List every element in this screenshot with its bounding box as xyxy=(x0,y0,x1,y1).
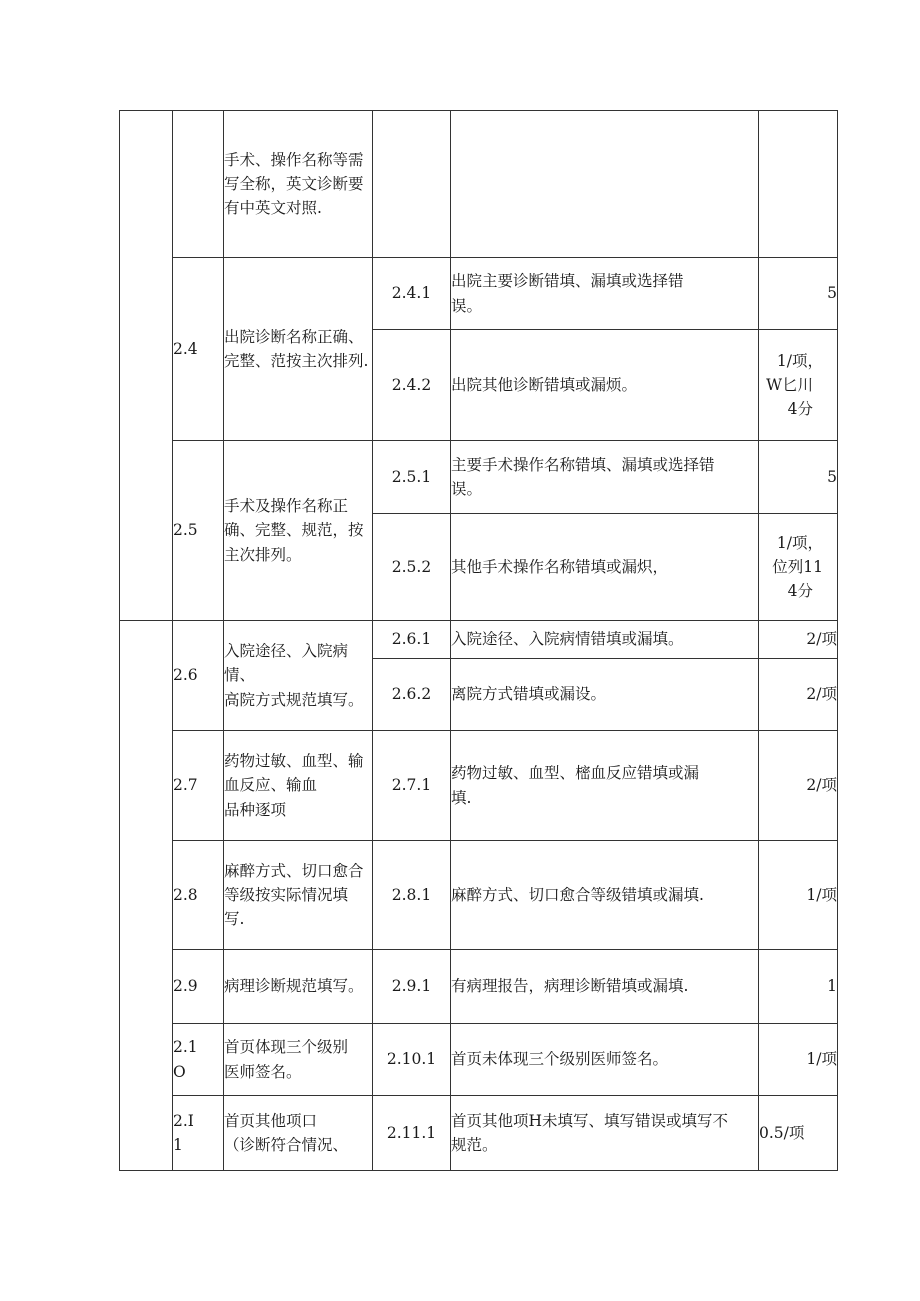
item-description: 首页其他项口 （诊断符合情况、 xyxy=(224,1096,373,1171)
rule-text: 麻醉方式、切口愈合等级错填或漏填. xyxy=(451,841,759,950)
item-number: 2.4 xyxy=(173,258,224,441)
rule-text: 首页其他项H未填写、填写错误或填写不 规范。 xyxy=(451,1096,759,1171)
item-description: 麻醉方式、切口愈合 等级按实际情况填 写. xyxy=(224,841,373,950)
item-description: 首页体现三个级别 医师签名。 xyxy=(224,1024,373,1096)
sub-code: 2.4.1 xyxy=(373,258,451,330)
sub-code: 2.6.1 xyxy=(373,621,451,659)
sub-code-cell xyxy=(373,111,451,258)
rule-text: 药物过敏、血型、樒血反应错填或漏 填. xyxy=(451,731,759,841)
rule-text: 离院方式错填或漏设。 xyxy=(451,659,759,731)
sub-code: 2.10.1 xyxy=(373,1024,451,1096)
rule-text: 其他手术操作名称错填或漏炽， xyxy=(451,514,759,621)
rule-text: 出院其他诊断错填或漏烦。 xyxy=(451,330,759,441)
item-description: 手术、操作名称等需 写全称，英文诊断要 有中英文对照. xyxy=(224,111,373,258)
item-description: 药物过敏、血型、输 血反应、输血 品种逐项 xyxy=(224,731,373,841)
score-line: 1/项， xyxy=(776,351,823,370)
item-number: 2.8 xyxy=(173,841,224,950)
score-value: 2/项 xyxy=(759,659,838,731)
sub-code: 2.8.1 xyxy=(373,841,451,950)
rule-text: 出院主要诊断错填、漏填或选择错 误。 xyxy=(451,258,759,330)
sub-code: 2.7.1 xyxy=(373,731,451,841)
score-value: 5 xyxy=(759,258,838,330)
category-cell xyxy=(120,111,173,621)
table-row xyxy=(120,1024,838,1096)
item-description: 出院诊断名称正确、 完整、范按主次排列. xyxy=(224,258,373,441)
rule-text: 主要手术操作名称错填、漏填或选择错 误。 xyxy=(451,441,759,514)
table-row xyxy=(120,441,838,514)
item-number: 2.6 xyxy=(173,621,224,731)
score-value: 2/项 xyxy=(759,621,838,659)
item-description: 病理诊断规范填写。 xyxy=(224,950,373,1024)
item-number: 2.7 xyxy=(173,731,224,841)
sub-code: 2.5.2 xyxy=(373,514,451,621)
item-number: 2.5 xyxy=(173,441,224,621)
score-value: 1 xyxy=(759,950,838,1024)
score-value: 1/项 xyxy=(759,841,838,950)
score-line: 4分 xyxy=(787,582,813,600)
score-value: 2/项 xyxy=(759,731,838,841)
sub-code: 2.9.1 xyxy=(373,950,451,1024)
score-value: 0.5/项 xyxy=(759,1096,838,1171)
table-row xyxy=(120,950,838,1024)
score-cell xyxy=(759,111,838,258)
category-cell xyxy=(120,621,173,1171)
item-description: 手术及操作名称正 确、完整、规范，按 主次排列。 xyxy=(224,441,373,621)
table-row xyxy=(120,731,838,841)
table-row xyxy=(120,1096,838,1171)
table-row xyxy=(120,258,838,330)
item-number-cell xyxy=(173,111,224,258)
sub-code: 2.4.2 xyxy=(373,330,451,441)
sub-code: 2.5.1 xyxy=(373,441,451,514)
sub-code: 2.11.1 xyxy=(373,1096,451,1171)
score-line: 4分 xyxy=(787,400,813,418)
table-row xyxy=(120,111,838,258)
score-value xyxy=(759,514,838,621)
score-value: 1/项 xyxy=(759,1024,838,1096)
score-value xyxy=(759,330,838,441)
item-number: 2.I 1 xyxy=(173,1096,224,1171)
rule-cell xyxy=(451,111,759,258)
score-line: 位列11 xyxy=(772,557,823,576)
item-number: 2.9 xyxy=(173,950,224,1024)
score-value: 5 xyxy=(759,441,838,514)
rule-text: 有病理报告，病理诊断错填或漏填. xyxy=(451,950,759,1024)
table-row xyxy=(120,841,838,950)
item-number: 2.1 O xyxy=(173,1024,224,1096)
scoring-table xyxy=(119,110,838,1171)
item-description: 入院途径、入院病情、 高院方式规范填写。 xyxy=(224,621,373,731)
score-line: 1/项， xyxy=(776,533,823,552)
score-line: W匕川 xyxy=(766,375,813,394)
table-row xyxy=(120,621,838,659)
rule-text: 入院途径、入院病情错填或漏填。 xyxy=(451,621,759,659)
rule-text: 首页未体现三个级别医师签名。 xyxy=(451,1024,759,1096)
sub-code: 2.6.2 xyxy=(373,659,451,731)
